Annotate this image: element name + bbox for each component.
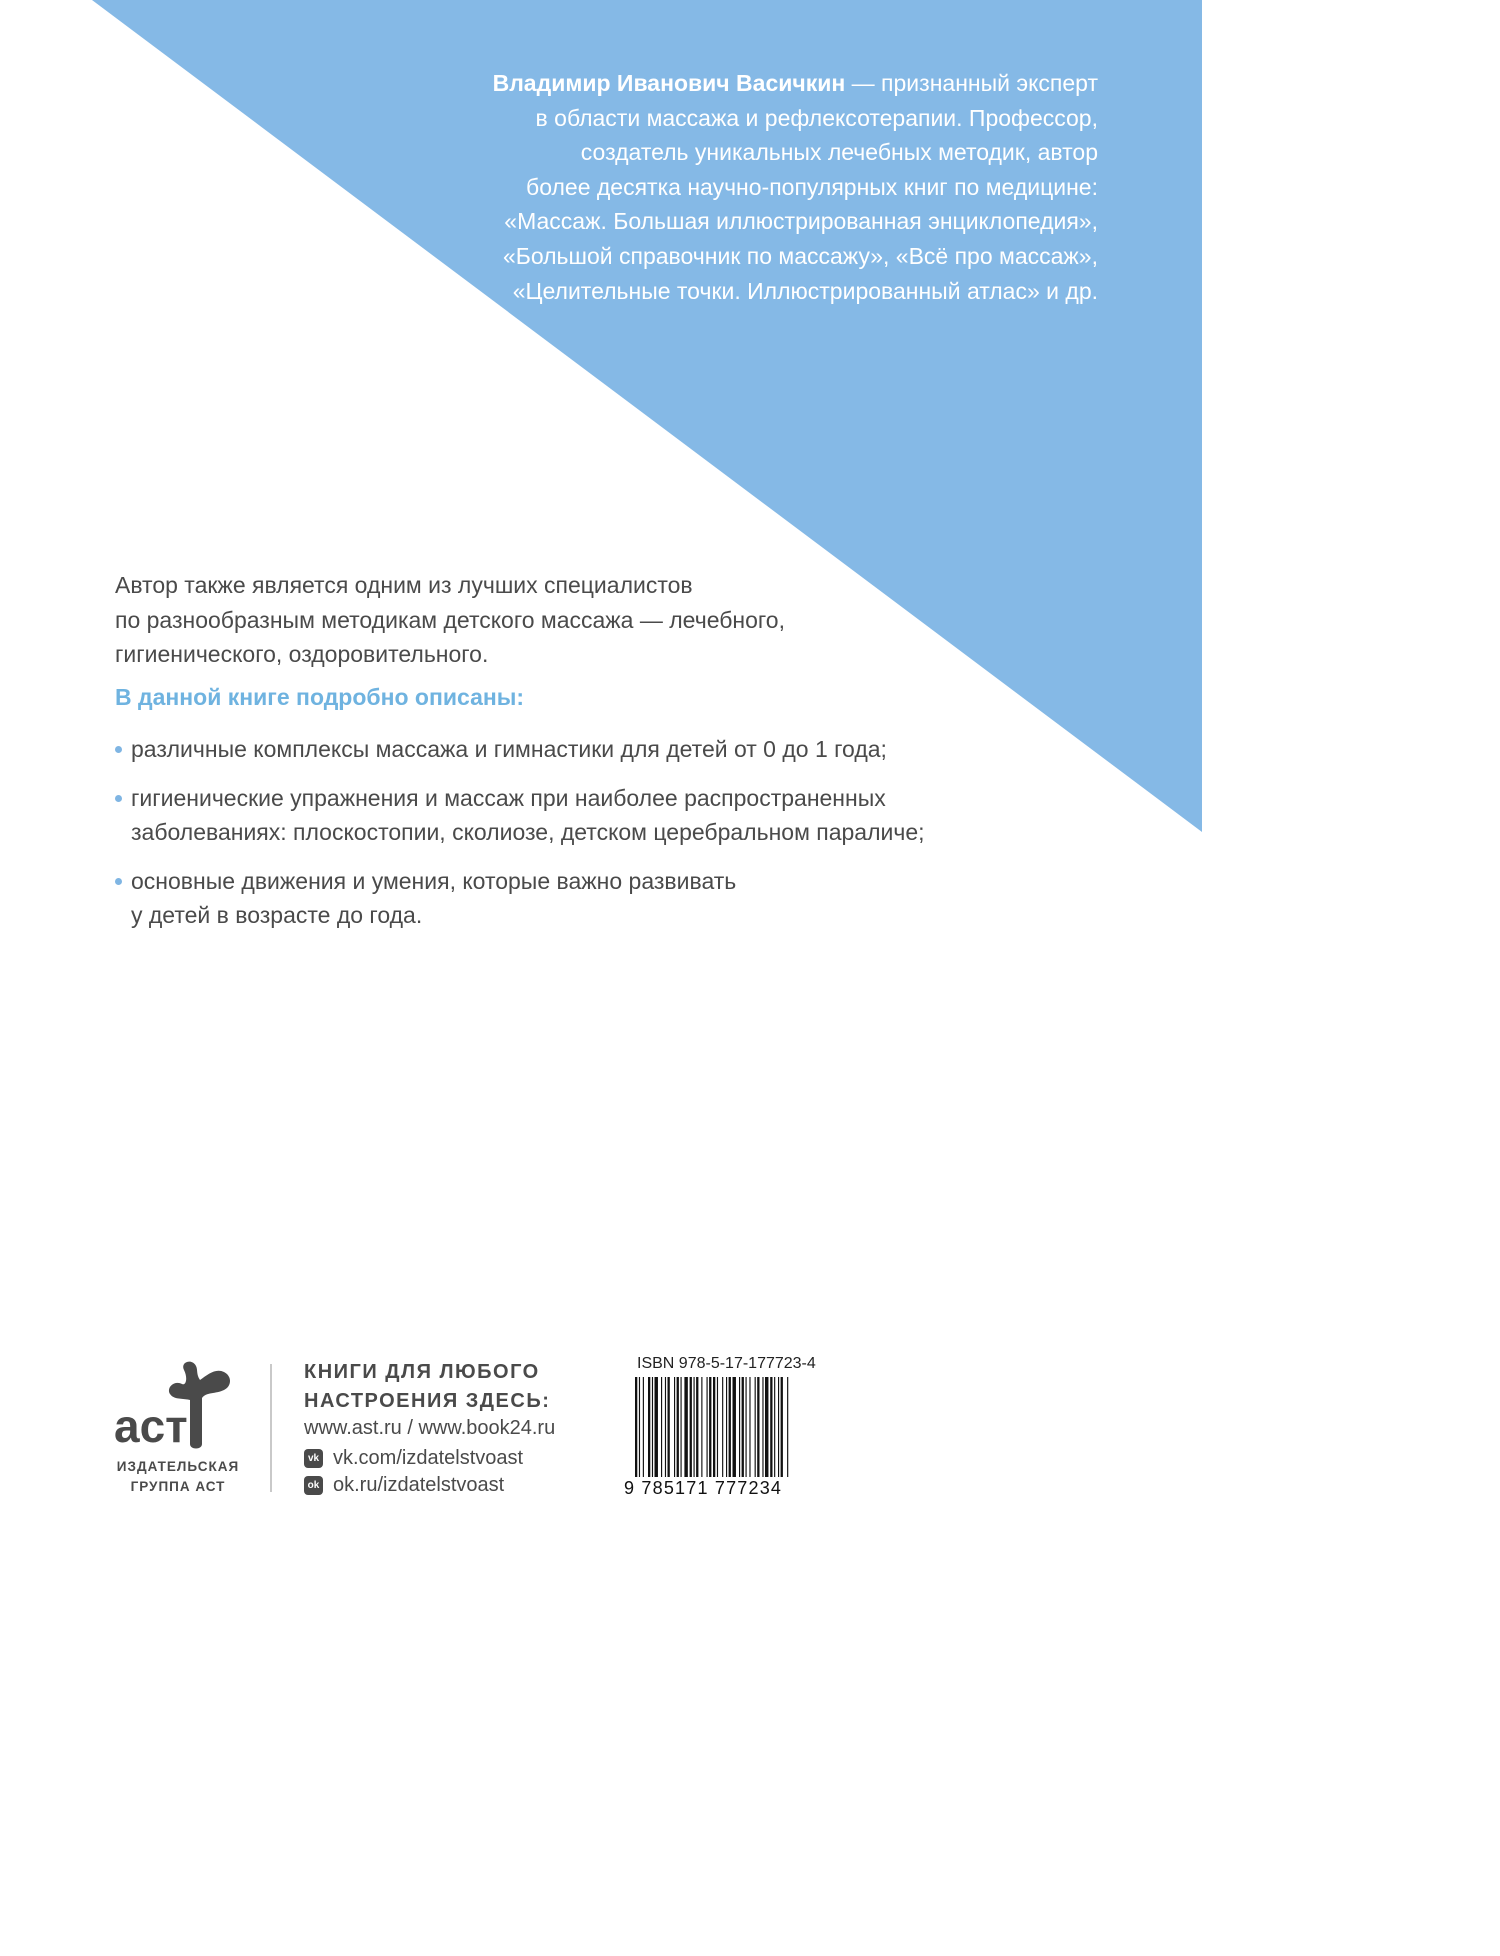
barcode-bar — [639, 1377, 640, 1477]
barcode-bar — [778, 1377, 779, 1477]
vk-link[interactable] — [304, 1447, 523, 1470]
barcode-bar — [717, 1377, 718, 1477]
barcode-bar — [709, 1377, 711, 1477]
barcode-bar — [774, 1377, 775, 1477]
publisher-caption — [108, 1457, 248, 1497]
barcode-bar — [707, 1377, 708, 1477]
barcode-bar — [770, 1377, 772, 1477]
bullet-icon — [115, 878, 122, 885]
barcode-bar — [742, 1377, 744, 1477]
barcode-bar — [652, 1377, 653, 1477]
topics-list — [115, 732, 925, 947]
barcode-bar — [787, 1377, 788, 1477]
isbn-label: ISBN 978-5-17-177723-4 — [637, 1355, 816, 1372]
intro-line: по разнообразным методикам детского массажа — лечебного, — [115, 606, 785, 633]
slogan — [304, 1358, 550, 1416]
barcode-bar — [733, 1377, 736, 1477]
caption-line: ГРУППА АСТ — [130, 1479, 226, 1494]
intro-paragraph — [115, 568, 785, 672]
barcode-bar — [713, 1377, 715, 1477]
barcode-bar — [726, 1377, 727, 1477]
list-item — [115, 781, 925, 850]
barcode-bar — [661, 1377, 662, 1477]
barcode-bar — [694, 1377, 695, 1477]
topics-heading: В данной книге подробно описаны: — [115, 684, 525, 710]
barcode-bar — [684, 1377, 687, 1477]
list-item — [115, 732, 925, 767]
barcode-bar — [665, 1377, 666, 1477]
barcode-bar — [681, 1377, 682, 1477]
barcode-bar — [668, 1377, 670, 1477]
barcode-bar — [655, 1377, 658, 1477]
intro-line: гигиенического, оздоровительного. — [115, 641, 489, 668]
slogan-line: КНИГИ ДЛЯ ЛЮБОГО — [304, 1361, 540, 1383]
intro-line: Автор также является одним из лучших специалистов — [115, 572, 693, 598]
bio-line — [398, 66, 1098, 101]
list-item-text: у детей в возрасте до года. — [131, 902, 423, 929]
list-item-text: заболеваниях: плоскостопии, сколиозе, детском церебральном параличе; — [131, 819, 925, 846]
author-bio — [398, 66, 1098, 308]
barcode-bar — [635, 1377, 637, 1477]
barcode-bar — [757, 1377, 759, 1477]
list-item-text: основные движения и умения, которые важно развивать — [131, 867, 737, 894]
barcode-bar — [749, 1377, 750, 1477]
barcode-bar — [755, 1377, 756, 1477]
vk-icon: vk — [304, 1449, 323, 1468]
logo-text: аст — [114, 1400, 188, 1452]
bullet-icon — [115, 795, 122, 802]
caption-line: ИЗДАТЕЛЬСКАЯ — [116, 1459, 240, 1474]
barcode-bar — [765, 1377, 768, 1477]
bio-line: в области массажа и рефлексотерапии. Профессор, — [535, 104, 1098, 131]
barcode-digits: 9 785171 777234 — [624, 1478, 783, 1498]
barcode-bar — [746, 1377, 747, 1477]
website-links[interactable]: www.ast.ru / www.book24.ru — [304, 1417, 556, 1439]
ast-logo — [112, 1360, 242, 1452]
ok-icon: ok — [304, 1476, 323, 1495]
barcode-bar — [701, 1377, 702, 1477]
list-item-text: различные комплексы массажа и гимнастики для детей от 0 до 1 года; — [131, 736, 887, 762]
bio-line: «Большой справочник по массажу», «Всё про массаж», — [502, 242, 1098, 269]
bio-line: создатель уникальных лечебных методик, автор — [580, 139, 1098, 166]
vk-link-text: vk.com/izdatelstvoast — [333, 1447, 524, 1469]
bio-line: «Массаж. Большая иллюстрированная энциклопедия», — [504, 208, 1098, 235]
bio-text: — признанный эксперт — [845, 70, 1098, 96]
barcode-bar — [643, 1377, 644, 1477]
bullet-icon — [115, 746, 122, 753]
barcode-bar — [722, 1377, 723, 1477]
divider — [270, 1364, 272, 1492]
barcode-bar — [739, 1377, 740, 1477]
barcode-bar — [677, 1377, 679, 1477]
bio-line: «Целительные точки. Иллюстрированный атлас» и др. — [512, 277, 1098, 304]
list-item — [115, 864, 925, 933]
author-name: Владимир Иванович Васичкин — [492, 70, 846, 96]
barcode-bar — [690, 1377, 692, 1477]
slogan-line: НАСТРОЕНИЯ ЗДЕСЬ: — [304, 1390, 551, 1412]
barcode-bar — [729, 1377, 731, 1477]
bio-line: более десятка научно-популярных книг по медицине: — [526, 173, 1098, 200]
barcode-bar — [674, 1377, 675, 1477]
barcode-bar — [696, 1377, 698, 1477]
ok-link[interactable] — [304, 1474, 504, 1497]
barcode-bar — [781, 1377, 783, 1477]
barcode-bar — [762, 1377, 763, 1477]
barcode — [625, 1377, 831, 1487]
ok-link-text: ok.ru/izdatelstvoast — [333, 1474, 505, 1496]
barcode-bar — [648, 1377, 650, 1477]
list-item-text: гигиенические упражнения и массаж при наиболее распространенных — [131, 784, 886, 811]
